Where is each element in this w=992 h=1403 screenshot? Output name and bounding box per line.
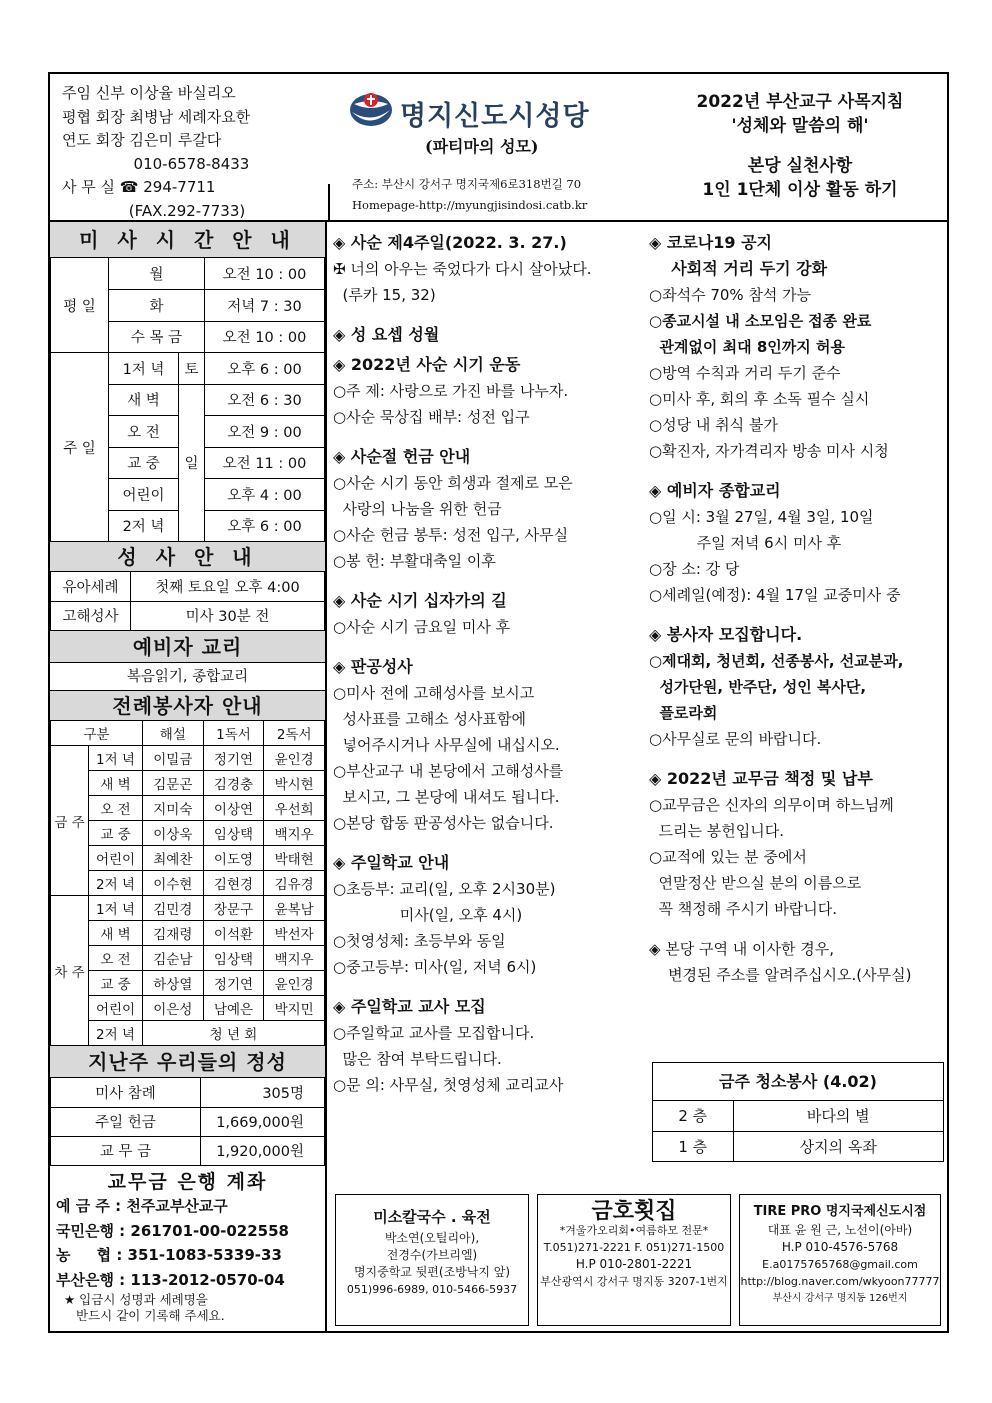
notice-line: ○첫영성체: 초등부와 동일 <box>333 932 506 950</box>
sunday-label: 주 일 <box>51 353 109 542</box>
cleaning-title: 금주 청소봉사 (4.02) <box>653 1063 943 1101</box>
server: 정기연 <box>203 971 264 996</box>
ad-line: 전경수(가브리엘) <box>386 1248 478 1262</box>
header <box>50 74 947 222</box>
ad-title: 금호횟집 <box>591 1199 677 1224</box>
server: 백지우 <box>264 946 325 971</box>
servers-title: 전례봉사자 안내 <box>50 691 325 721</box>
notice-line: ○교무금은 신자의 의무이며 하느님께 <box>649 796 894 814</box>
stat-label: 미사 참례 <box>51 1078 201 1107</box>
session: 어린이 <box>89 996 143 1021</box>
notice-line: ○주 제: 사랑으로 가진 바를 나누자. <box>333 382 569 400</box>
bank-accounts <box>50 1166 325 1329</box>
stat-label: 주일 헌금 <box>51 1107 201 1136</box>
stats-table <box>50 1078 325 1166</box>
church-subtitle: (파티마의 성모) <box>425 137 539 156</box>
ad-line: 부산시 강서구 명지동 126번지 <box>772 1293 908 1304</box>
floor: 2 층 <box>653 1101 733 1131</box>
staff-line: 주임 신부 이상율 바실리오 <box>62 84 236 102</box>
notice-heading: ◈ 주일학교 안내 <box>333 853 450 872</box>
staff-line: 010-6578-8433 <box>62 154 250 173</box>
notice-line: ○교적에 있는 분 중에서 <box>649 848 807 866</box>
ad-line: E.a0175765768@gmail.com <box>762 1258 918 1271</box>
server: 이상연 <box>203 796 264 821</box>
notice-line: 꼭 책정해 주시기 바랍니다. <box>649 900 837 918</box>
middle-column <box>329 222 639 1217</box>
time-cell: 오전 10 : 00 <box>205 321 325 353</box>
cleaning-box <box>652 1062 944 1162</box>
ad-line: http://blog.naver.com/wkyoon77777 <box>740 1275 940 1288</box>
session: 1저 녁 <box>89 896 143 921</box>
guide-line: 2022년 부산교구 사목지침 <box>696 92 904 112</box>
bank-note: 반드시 같이 기록해 주세요. <box>76 1308 225 1323</box>
sacrament-title: 성 사 안 내 <box>50 542 325 572</box>
session: 오 전 <box>89 946 143 971</box>
notice-line: ○주일학교 교사를 모집합니다. <box>333 1024 535 1042</box>
server: 정기연 <box>203 746 264 771</box>
staff-line: (FAX.292-7733) <box>62 201 246 220</box>
bank-line: 예 금 주 : 천주교부산교구 <box>56 1197 228 1215</box>
notice-line: 주일 저녁 6시 미사 후 <box>649 534 842 552</box>
notice-line: 성사표를 고해소 성사표함에 <box>333 710 526 728</box>
notice-line: ○일 시: 3월 27일, 4월 3일, 10일 <box>649 508 874 526</box>
ad-line: 명지중학교 뒷편(조방낙지 앞) <box>353 1265 511 1279</box>
notice-line: ○미사 전에 고해성사를 보시고 <box>333 684 535 702</box>
bank-note: ★ 입금시 성명과 세례명을 <box>64 1292 208 1307</box>
floor: 1 층 <box>653 1131 733 1161</box>
notice-line: 사랑의 나눔을 위한 헌금 <box>333 500 502 518</box>
server: 김문곤 <box>143 771 204 796</box>
guide-line <box>660 138 940 154</box>
session-cell: 오 전 <box>109 416 179 448</box>
ad-line: H.P 010-2801-2221 <box>575 1257 693 1271</box>
server: 이수현 <box>143 871 204 896</box>
notice-line: ○확진자, 자가격리자 방송 미사 시청 <box>649 442 889 460</box>
server: 우선희 <box>264 796 325 821</box>
session-cell: 새 벽 <box>109 384 179 416</box>
notice-line: (루카 15, 32) <box>333 286 436 304</box>
day-cell: 화 <box>109 290 205 322</box>
time-cell: 오전 9 : 00 <box>205 416 325 448</box>
col-header: 1독서 <box>203 721 264 746</box>
notice-line: ○본당 합동 판공성사는 없습니다. <box>333 814 554 832</box>
church-block <box>330 84 640 218</box>
session-cell: 어린이 <box>109 479 179 511</box>
server: 박지민 <box>264 996 325 1021</box>
notice-line: ○초등부: 교리(일, 오후 2시30분) <box>333 880 556 898</box>
notice-line: 변경된 주소를 알려주십시오.(사무실) <box>649 966 912 984</box>
ad-title: 미소칼국수 . 육전 <box>373 1208 491 1226</box>
mass-title: 미 사 시 간 안 내 <box>50 222 325 258</box>
notice-heading: ◈ 판공성사 <box>333 657 413 676</box>
stat-value: 305명 <box>201 1078 325 1107</box>
notice-line: ○방역 수칙과 거리 두기 준수 <box>649 364 841 382</box>
ad-line: 박소연(오틸리아), <box>384 1231 480 1245</box>
notice-heading: ◈ 사순 시기 십자가의 길 <box>333 591 507 610</box>
col-header: 2독서 <box>264 721 325 746</box>
notice-line: ○사순 묵상집 배부: 성전 입구 <box>333 408 530 426</box>
left-column <box>50 222 327 1331</box>
server: 박선자 <box>264 921 325 946</box>
stat-value: 1,920,000원 <box>201 1136 325 1165</box>
server: 남예은 <box>203 996 264 1021</box>
session: 2저 녁 <box>89 871 143 896</box>
server: 김현경 <box>203 871 264 896</box>
staff-line: 평협 회장 최병남 세례자요한 <box>62 107 251 126</box>
servers-table <box>50 721 325 1047</box>
server: 이석환 <box>203 921 264 946</box>
session: 새 벽 <box>89 771 143 796</box>
server: 김민경 <box>143 896 204 921</box>
team: 상지의 옥좌 <box>733 1131 943 1161</box>
session: 교 중 <box>89 821 143 846</box>
stats-title: 지난주 우리들의 정성 <box>50 1046 325 1078</box>
server: 윤인경 <box>264 971 325 996</box>
notice-line: ○종교시설 내 소모임은 접종 완료 <box>649 312 872 330</box>
notice-heading: ◈ 사순 제4주일(2022. 3. 27.) <box>333 233 567 252</box>
sacrament-table <box>50 572 325 631</box>
staff-line: 연도 회장 김은미 루갈다 <box>62 131 222 149</box>
session: 어린이 <box>89 846 143 871</box>
staff-line: 사 무 실 ☎ 294-7711 <box>62 178 216 196</box>
notice-line: ○좌석수 70% 참석 가능 <box>649 286 812 304</box>
pastoral-guide <box>660 90 940 202</box>
weekday-label: 평 일 <box>51 258 109 353</box>
notice-line: 드리는 봉헌입니다. <box>649 822 784 840</box>
notice-line: ○제대회, 청년회, 선종봉사, 선교분과, <box>649 652 904 670</box>
notice-line: ○미사 후, 회의 후 소독 필수 실시 <box>649 390 870 408</box>
time-cell: 오전 10 : 00 <box>205 258 325 290</box>
notice-line: ○문 의: 사무실, 첫영성체 교리교사 <box>333 1076 564 1094</box>
ad-line: 051)996-6989, 010-5466-5937 <box>346 1283 518 1296</box>
server: 임상택 <box>203 946 264 971</box>
notice-heading: ◈ 예비자 종합교리 <box>649 481 781 500</box>
time-cell: 오전 11 : 00 <box>205 447 325 479</box>
bank-line: 부산은행 : 113-2012-0570-04 <box>56 1270 285 1289</box>
sacrament-time: 첫째 토요일 오후 4:00 <box>131 572 325 601</box>
day-cell: 월 <box>109 258 205 290</box>
server: 하상열 <box>143 971 204 996</box>
session: 2저 녁 <box>89 1021 143 1046</box>
time-cell: 오후 4 : 00 <box>205 479 325 511</box>
mass-table <box>50 258 325 542</box>
session: 오 전 <box>89 796 143 821</box>
server: 이밀금 <box>143 746 204 771</box>
notice-heading: ◈ 코로나19 공지 <box>649 233 772 252</box>
notice-heading: ◈ 2022년 사순 시기 운동 <box>333 355 521 374</box>
ad-line: T.051)271-2221 F. 051)271-1500 <box>543 1241 725 1254</box>
session: 새 벽 <box>89 921 143 946</box>
notice-line: 플로라회 <box>649 704 718 722</box>
notice-line: 연말정산 받으실 분의 이름으로 <box>649 874 862 892</box>
sacrament-name: 고해성사 <box>51 601 131 630</box>
sun-cell: 일 <box>179 384 205 542</box>
notice-line: 많은 참여 부탁드립니다. <box>333 1050 502 1068</box>
guide-line: 1인 1단체 이상 활동 하기 <box>702 180 898 200</box>
notice-heading: ◈ 2022년 교무금 책정 및 납부 <box>649 769 873 788</box>
ad-line: 부산광역시 강서구 명지동 3207-1번지 <box>540 1275 728 1288</box>
server: 임상택 <box>203 821 264 846</box>
guide-line: 본당 실천사항 <box>747 156 853 176</box>
session-cell: 2저 녁 <box>109 510 179 542</box>
ad-line: *겨울가오리회•여름하모 전문* <box>559 1224 709 1237</box>
notice-line: ○사순 시기 동안 희생과 절제로 모은 <box>333 474 573 492</box>
ads-area <box>329 1164 947 1331</box>
ad-sashimi <box>537 1194 731 1326</box>
cleaning-table <box>653 1101 943 1161</box>
session: 1저 녁 <box>89 746 143 771</box>
session: 교 중 <box>89 971 143 996</box>
ad-line: 대표 윤 원 근, 노선이(아바) <box>767 1223 913 1237</box>
church-name: 명지신도시성당 <box>400 101 590 132</box>
time-cell: 오후 6 : 00 <box>205 353 325 385</box>
server: 이도영 <box>203 846 264 871</box>
notice-line: ○중고등부: 미사(일, 저녁 6시) <box>333 958 537 976</box>
bulletin-page <box>48 72 949 1333</box>
stat-label: 교 무 금 <box>51 1136 201 1165</box>
notice-line: 미사(일, 오후 4시) <box>333 906 523 924</box>
server: 최예찬 <box>143 846 204 871</box>
church-logo-icon <box>348 90 394 130</box>
time-cell: 저녁 7 : 30 <box>205 290 325 322</box>
server: 백지우 <box>264 821 325 846</box>
sacrament-time: 미사 30분 전 <box>131 601 325 630</box>
notice-line: ○봉 헌: 부활대축일 이후 <box>333 552 496 570</box>
notice-line: ○사무실로 문의 바랍니다. <box>649 730 822 748</box>
server: 김재령 <box>143 921 204 946</box>
server: 박태현 <box>264 846 325 871</box>
session-cell: 교 중 <box>109 447 179 479</box>
bank-line: 국민은행 : 261701-00-022558 <box>56 1221 289 1240</box>
notice-line: ○장 소: 강 당 <box>649 560 740 578</box>
team: 바다의 별 <box>806 1107 870 1126</box>
notice-line: ✠ 너의 아우는 죽었다가 다시 살아났다. <box>333 260 592 278</box>
notice-line: ○사순 헌금 봉투: 성전 입구, 사무실 <box>333 526 569 544</box>
this-week-label: 금 주 <box>51 746 89 896</box>
bank-line: 농 협 : 351-1083-5339-33 <box>56 1246 282 1264</box>
server: 이상욱 <box>143 821 204 846</box>
notice-line: ○사순 시기 금요일 미사 후 <box>333 618 511 636</box>
sacrament-name: 유아세례 <box>51 572 131 601</box>
ad-line: H.P 010-4576-5768 <box>781 1240 899 1254</box>
notice-line: ○세례일(예정): 4월 17일 교중미사 중 <box>649 586 901 604</box>
notice-line: ○부산교구 내 본당에서 고해성사를 <box>333 762 564 780</box>
homepage-link[interactable]: Homepage-http://myungjisindosi.catb.kr <box>352 198 588 212</box>
staff-list <box>62 82 250 223</box>
notice-line: 성가단원, 반주단, 성인 복사단, <box>649 678 867 696</box>
time-cell: 오후 6 : 00 <box>205 510 325 542</box>
server: 김유경 <box>264 871 325 896</box>
catechumen-title: 예비자 교리 <box>50 631 325 663</box>
day-cell: 수 목 금 <box>109 321 205 353</box>
ad-noodle <box>335 1194 529 1326</box>
notice-heading: ◈ 봉사자 모집합니다. <box>649 625 803 644</box>
server: 청 년 회 <box>143 1021 325 1046</box>
server: 윤복남 <box>264 896 325 921</box>
address: 주소: 부산시 강서구 명지국제6로318번길 70 <box>352 177 582 191</box>
bank-title: 교무금 은행 계좌 <box>107 1170 268 1193</box>
col-header: 구분 <box>51 721 143 746</box>
notice-line: 보시고, 그 본당에 내셔도 됩니다. <box>333 788 560 806</box>
ad-tire <box>739 1194 941 1326</box>
notice-line: 사회적 거리 두기 강화 <box>649 259 828 278</box>
server: 지미숙 <box>143 796 204 821</box>
ad-title: TIRE PRO 명지국제신도시점 <box>753 1204 927 1219</box>
server: 윤인경 <box>264 746 325 771</box>
guide-line: '성체와 말씀의 해' <box>731 116 869 136</box>
col-header: 해설 <box>143 721 204 746</box>
notice-line: ○성당 내 취식 불가 <box>649 416 778 434</box>
server: 장문구 <box>203 896 264 921</box>
notice-heading: ◈ 주일학교 교사 모집 <box>333 997 486 1016</box>
notice-line: 관계없이 최대 8인까지 허용 <box>649 338 845 356</box>
server: 김경충 <box>203 771 264 796</box>
time-cell: 오전 6 : 30 <box>205 384 325 416</box>
notice-heading: ◈ 사순절 헌금 안내 <box>333 447 471 466</box>
server: 이은성 <box>143 996 204 1021</box>
session-cell: 1저 녁 <box>109 353 179 385</box>
stat-value: 1,669,000원 <box>201 1107 325 1136</box>
catechumen-text: 복음읽기, 종합교리 <box>50 663 325 691</box>
notice-line: ◈ 본당 구역 내 이사한 경우, <box>649 940 835 958</box>
notice-line: 넣어주시거나 사무실에 내십시오. <box>333 736 560 754</box>
server: 박시현 <box>264 771 325 796</box>
next-week-label: 차 주 <box>51 896 89 1046</box>
server: 김순남 <box>143 946 204 971</box>
notice-heading: ◈ 성 요셉 성월 <box>333 325 440 344</box>
sat-cell: 토 <box>179 353 205 385</box>
